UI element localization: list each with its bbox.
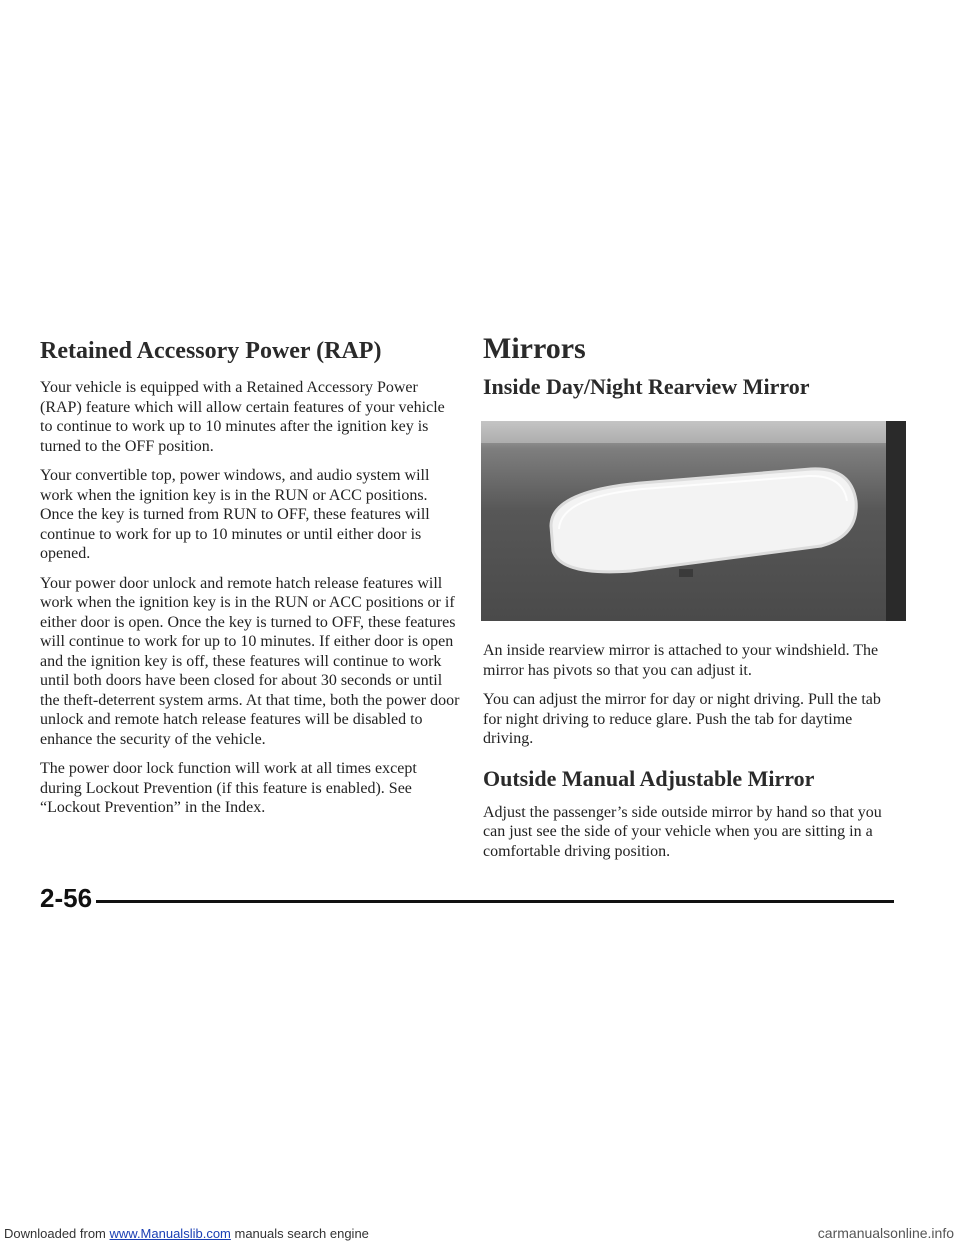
rap-paragraph-2: Your convertible top, power windows, and audio system will work when the ignition key is in the RUN or ACC positions. Once the key is turned from RUN to OFF, these features will continue to work for up to 10 minutes or until either door is opened. <box>40 467 430 563</box>
download-prefix: Downloaded from <box>4 1226 110 1241</box>
chapter-title: Mirrors <box>483 332 586 365</box>
inside-mirror-paragraph-1: An inside rearview mirror is attached to your windshield. The mirror has pivots so that you can adjust it. <box>483 642 879 679</box>
manualslib-link[interactable]: www.Manualslib.com <box>109 1226 231 1241</box>
download-source <box>4 1226 369 1241</box>
page-number: 2-56 <box>40 883 93 913</box>
inside-mirror-heading: Inside Day/Night Rearview Mirror <box>483 374 810 399</box>
left-column <box>40 338 460 828</box>
download-bar <box>0 1224 960 1242</box>
outside-mirror-heading: Outside Manual Adjustable Mirror <box>483 765 815 791</box>
rap-paragraph-1: Your vehicle is equipped with a Retained Accessory Power (RAP) feature which will allow certain features of your vehicle to continue to work up to 10 minutes after the ignition key is turned to the OFF position. <box>40 379 445 455</box>
right-column <box>483 332 903 871</box>
inside-mirror-paragraph-2: You can adjust the mirror for day or night driving. Pull the tab for night driving to reduce glare. Push the tab for daytime driving. <box>483 691 881 748</box>
rearview-mirror-illustration <box>481 421 906 621</box>
footer-rule <box>96 900 894 903</box>
outside-mirror-paragraph-1: Adjust the passenger’s side outside mirror by hand so that you can just see the side of your vehicle when you are sitting in a comfortable driving position. <box>483 803 882 860</box>
rap-heading: Retained Accessory Power (RAP) <box>40 338 382 364</box>
watermark: carmanualsonline.info <box>817 1225 954 1241</box>
rap-paragraph-3: Your power door unlock and remote hatch release features will work when the ignition key is in the RUN or ACC positions or if either door is open. Once the key is turned to OFF, these features will continue to work for up to 10 minutes. If either door is open and the ignition key is off, these features will continue to work until both doors have been closed for about 30 seconds or until the theft-deterrent system arms. At that time, both the power door unlock and remote hatch release features will be disabled to enhance the security of the vehicle. <box>40 574 460 748</box>
rap-paragraph-4: The power door lock function will work at all times except during Lockout Prevention (if this feature is enabled). See “Lockout Prevention” in the Index. <box>40 760 417 817</box>
download-suffix: manuals search engine <box>230 1226 369 1241</box>
rearview-mirror-photo <box>481 421 906 621</box>
